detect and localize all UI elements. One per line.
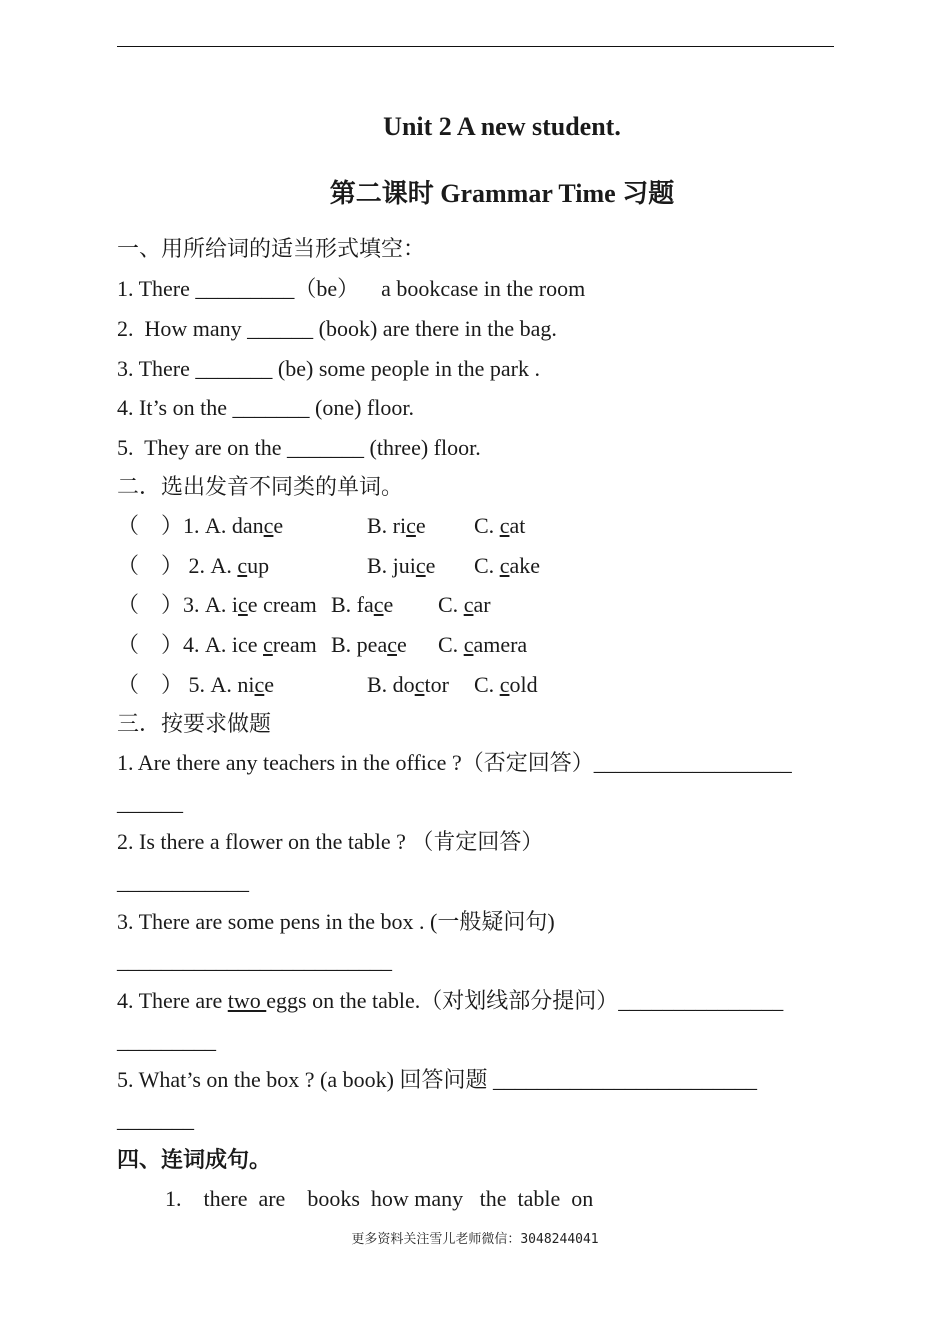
section1-item-1: 1. There _________（be） a bookcase in the room — [117, 276, 586, 301]
section3-item-5: 5. What’s on the box ? (a book) 回答问题 ________________________ — [117, 1067, 757, 1092]
section3-item-5-answer-line: _______ — [117, 1107, 194, 1132]
section3-item-4-answer-line: _________ — [117, 1028, 216, 1053]
page-title: Unit 2 A new student. — [383, 112, 621, 141]
section2-heading: 二．选出发音不同类的单词。 — [117, 474, 404, 499]
section3-item-2-answer-line: ____________ — [117, 869, 249, 894]
section3-item-2: 2. Is there a flower on the table ? （肯定回答） — [117, 829, 544, 854]
header-rule — [117, 46, 834, 47]
section1-item-5: 5. They are on the _______ (three) floor. — [117, 435, 481, 460]
section1-item-4: 4. It’s on the _______ (one) floor. — [117, 395, 414, 420]
section1-heading: 一、用所给词的适当形式填空： — [117, 236, 426, 261]
section1-item-2: 2. How many ______ (book) are there in the bag. — [117, 316, 557, 341]
section1-item-3: 3. There _______ (be) some people in the park . — [117, 356, 540, 381]
section4-item-1: 1. there are books how many the table on — [165, 1186, 594, 1211]
section3-item-4: 4. There are two eggs on the table.（对划线部分提问）_______________ — [117, 988, 784, 1013]
section4-heading: 四、连词成句。 — [117, 1147, 272, 1172]
section3-item-1-answer-line: ______ — [117, 790, 183, 815]
footer-note: 更多资料关注雪儿老师微信：3048244041 — [351, 1232, 599, 1247]
section3-item-1: 1. Are there any teachers in the office ?（否定回答）__________________ — [117, 750, 792, 775]
section3-item-3-answer-line: _________________________ — [117, 948, 392, 973]
section3-heading: 三．按要求做题 — [117, 711, 272, 736]
page-subtitle: 第二课时 Grammar Time 习题 — [329, 179, 675, 208]
section3-item-3: 3. There are some pens in the box . (一般疑问句) — [117, 909, 555, 934]
